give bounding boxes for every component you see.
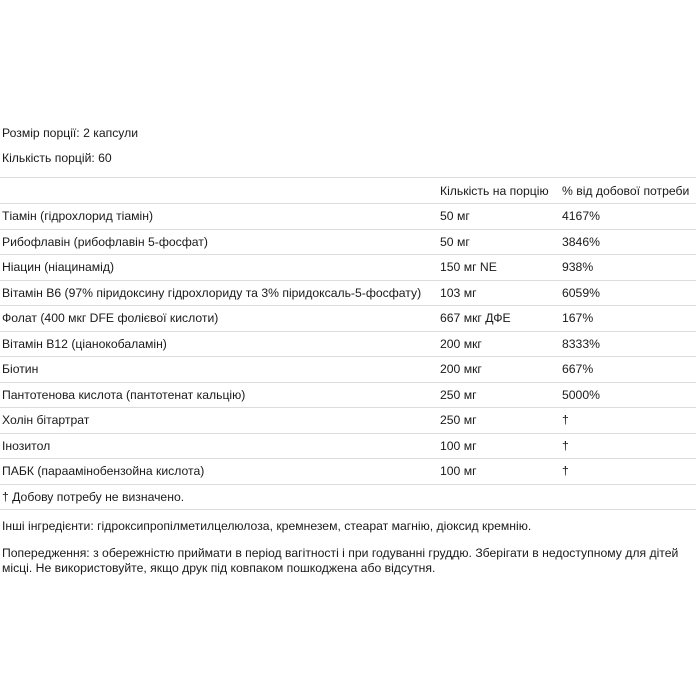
- nutrient-amount: 50 мг: [438, 204, 560, 230]
- nutrient-daily-value: 167%: [560, 306, 696, 332]
- nutrient-name: Пантотенова кислота (пантотенат кальцію): [0, 382, 438, 408]
- table-row: [0, 357, 696, 383]
- nutrient-amount: 250 мг: [438, 408, 560, 434]
- nutrient-name: Рибофлавін (рибофлавін 5-фосфат): [0, 229, 438, 255]
- servings-count: Кількість порцій: 60: [2, 151, 112, 165]
- header-amount: Кількість на порцію: [438, 178, 560, 204]
- table-row: [0, 382, 696, 408]
- footnote-row: [0, 484, 696, 510]
- nutrient-daily-value: 4167%: [560, 204, 696, 230]
- table-row: [0, 331, 696, 357]
- nutrient-amount: 100 мг: [438, 459, 560, 485]
- nutrient-name: Вітамін В12 (ціанокобаламін): [0, 331, 438, 357]
- header-name: [0, 178, 438, 204]
- nutrient-name: Тіамін (гідрохлорид тіамін): [0, 204, 438, 230]
- nutrient-amount: 200 мкг: [438, 357, 560, 383]
- table-row: [0, 204, 696, 230]
- header-daily-value: % від добової потреби: [560, 178, 696, 204]
- table-row: [0, 280, 696, 306]
- nutrient-name: Інозитол: [0, 433, 438, 459]
- nutrient-name: Холін бітартрат: [0, 408, 438, 434]
- nutrient-daily-value: 3846%: [560, 229, 696, 255]
- nutrient-daily-value: 5000%: [560, 382, 696, 408]
- nutrient-name: Фолат (400 мкг DFE фолієвої кислоти): [0, 306, 438, 332]
- table-row: [0, 408, 696, 434]
- nutrient-name: Вітамін В6 (97% піридоксину гідрохлориду та 3% піридоксаль-5-фосфату): [0, 280, 438, 306]
- nutrient-daily-value: 938%: [560, 255, 696, 281]
- nutrient-amount: 150 мг NE: [438, 255, 560, 281]
- nutrient-daily-value: †: [560, 408, 696, 434]
- nutrient-amount: 250 мг: [438, 382, 560, 408]
- footnote: † Добову потребу не визначено.: [0, 484, 696, 510]
- nutrient-amount: 200 мкг: [438, 331, 560, 357]
- nutrient-name: Біотин: [0, 357, 438, 383]
- other-ingredients: Інші інгредієнти: гідроксипропілметилцелюлоза, кремнезем, стеарат магнію, діоксид кремнію.: [2, 519, 532, 533]
- supplement-facts-table: [0, 177, 696, 510]
- nutrient-name: Ніацин (ніацинамід): [0, 255, 438, 281]
- nutrient-daily-value: 6059%: [560, 280, 696, 306]
- serving-size: Розмір порції: 2 капсули: [2, 126, 139, 140]
- nutrient-daily-value: †: [560, 459, 696, 485]
- table-row: [0, 459, 696, 485]
- nutrient-name: ПАБК (параамінобензойна кислота): [0, 459, 438, 485]
- table-row: [0, 229, 696, 255]
- nutrient-amount: 100 мг: [438, 433, 560, 459]
- table-row: [0, 306, 696, 332]
- table-header-row: [0, 178, 696, 204]
- nutrient-daily-value: 667%: [560, 357, 696, 383]
- nutrient-amount: 50 мг: [438, 229, 560, 255]
- table-row: [0, 433, 696, 459]
- warning-text: Попередження: з обережністю приймати в період вагітності і при годуванні груддю. Зберігати в недоступному для дітей місці. Не використовуйте, якщо друк під ковпаком пошкоджена або відсутня.: [2, 546, 679, 575]
- nutrient-daily-value: 8333%: [560, 331, 696, 357]
- nutrient-amount: 667 мкг ДФЕ: [438, 306, 560, 332]
- nutrient-amount: 103 мг: [438, 280, 560, 306]
- table-row: [0, 255, 696, 281]
- nutrient-daily-value: †: [560, 433, 696, 459]
